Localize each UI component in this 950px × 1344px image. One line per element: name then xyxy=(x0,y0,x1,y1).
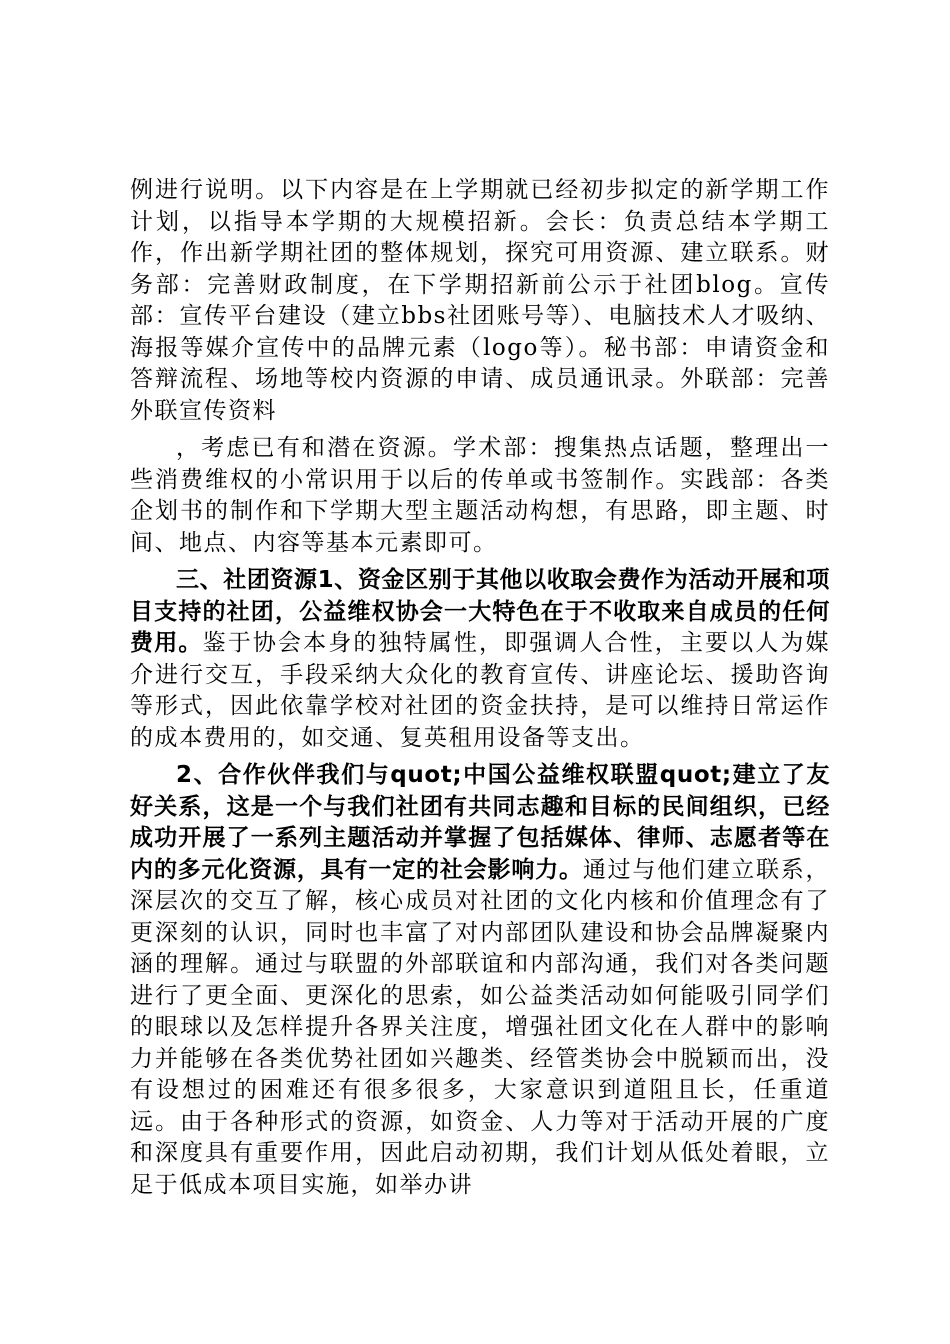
partners-text: 通过与他们建立联系，深层次的交互了解，核心成员对社团的文化内核和价值理念有了更深刻的认识，同时也丰富了对内部团队建设和协会品牌凝聚内涵的理解。通过与联盟的外部联谊和内部沟通，我们对各类问题进行了更全面、更深化的思索，如公益类活动如何能吸引同学们的眼球以及怎样提升各界关注度，增强社团文化在人群中的影响力并能够在各类优势社团如兴趣类、经管类协会中脱颖而出，没有设想过的困难还有很多很多，大家意识到道阻且长，任重道远。由于各种形式的资源，如资金、人力等对于活动开展的广度和深度具有重要作用，因此启动初期，我们计划从低处着眼，立足于低成本项目实施，如举办讲 xyxy=(130,856,830,1198)
heading-club-resources: 三、社团资源1、资金区别于其他以收取会费作为活动开展和项目支持的社团，公益维权协会一大特色在于不收取来自成员的任何费用。 xyxy=(130,567,830,656)
paragraph-work-plan: 例进行说明。以下内容是在上学期就已经初步拟定的新学期工作计划，以指导本学期的大规模招新。会长：负责总结本学期工作，作出新学期社团的整体规划，探究可用资源、建立联系。财务部：完善财政制度，在下学期招新前公示于社团blog。宣传部：宣传平台建设（建立bbs社团账号等）、电脑技术人才吸纳、海报等媒介宣传中的品牌元素（logo等）。秘书部：申请资金和答辩流程、场地等校内资源的申请、成员通讯录。外联部：完善外联宣传资料 xyxy=(130,177,830,424)
funding-text: 鉴于协会本身的独特属性，即强调人合性，主要以人为媒介进行交互，手段采纳大众化的教育宣传、讲座论坛、援助咨询等形式，因此依靠学校对社团的资金扶持，是可以维持日常运作的成本费用的，如交通、复英租用设备等支出。 xyxy=(130,630,830,751)
paragraph-resources-considered: ，考虑已有和潜在资源。学术部：搜集热点话题，整理出一些消费维权的小常识用于以后的传单或书签制作。实践部：各类企划书的制作和下学期大型主题活动构想，有思路，即主题、时间、地点、内容等基本元素即可。 xyxy=(130,435,830,556)
paragraph-funding xyxy=(130,565,830,754)
paragraph-partners xyxy=(130,760,830,1201)
heading-partners: 2、合作伙伴我们与quot;中国公益维权联盟quot;建立了友好关系，这是一个与我们社团有共同志趣和目标的民间组织，已经成功开展了一系列主题活动并掌握了包括媒体、律师、志愿者等在内的多元化资源，具有一定的社会影响力。 xyxy=(130,762,830,883)
document-body xyxy=(130,175,830,1201)
